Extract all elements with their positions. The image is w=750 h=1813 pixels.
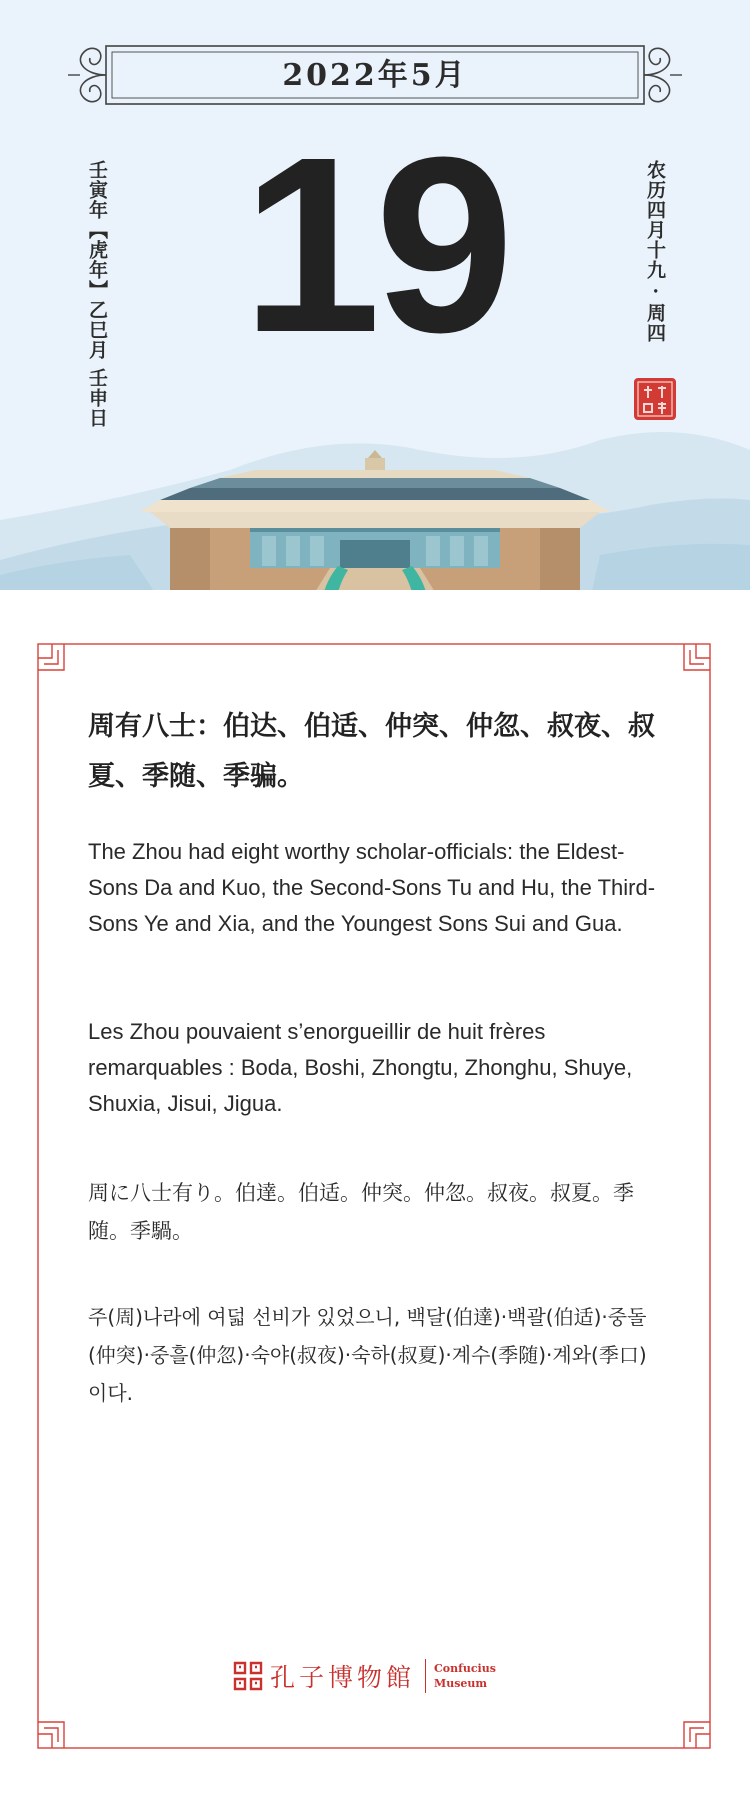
logo-english-name bbox=[434, 1661, 496, 1691]
chinese-quote: 周有八士：伯达、伯适、仲突、仲忽、叔夜、叔夏、季随、季骗。 bbox=[88, 711, 655, 792]
korean-translation: 주(周)나라에 여덟 선비가 있었으니, 백달(伯達)·백괄(伯适)·중돌(仲突)·중흘(仲忽)·숙야(叔夜)·숙하(叔夏)·계수(季随)·계와(季口)이다. bbox=[88, 1305, 647, 1405]
museum-emblem-icon bbox=[232, 1660, 264, 1692]
japanese-translation: 周に八士有り。伯達。伯适。仲突。仲忽。叔夜。叔夏。季随。季騧。 bbox=[88, 1181, 634, 1243]
year-month-title: 2022年5月 bbox=[282, 58, 468, 93]
logo-english-line2: Museum bbox=[434, 1677, 488, 1690]
lunar-date-column: 农历四月十九 · 周四 bbox=[644, 160, 666, 343]
confucius-museum-logo bbox=[232, 1652, 532, 1700]
french-translation: Les Zhou pouvaient s’enorgueillir de huit frères remarquables : Boda, Boshi, Zhongtu, Zhonghu, Shuye, Shuxia, Jisui, Jigua. bbox=[88, 1019, 633, 1116]
logo-english-line1: Confucius bbox=[434, 1662, 496, 1675]
day-number: 19 bbox=[241, 105, 509, 384]
english-translation: The Zhou had eight worthy scholar-officials: the Eldest-Sons Da and Kuo, the Second-Sons Tu and Hu, the Third-Sons Ye and Xia, and the Youngest Sons Sui and Gua. bbox=[88, 839, 656, 936]
ganzhi-column: 壬寅年【虎年】乙巳月 壬申日 bbox=[86, 160, 108, 428]
museum-calendar-seal-icon bbox=[632, 376, 678, 422]
logo-chinese-name: 孔子博物館 bbox=[270, 1663, 416, 1692]
logo-divider bbox=[425, 1659, 426, 1693]
calendar-header bbox=[0, 0, 750, 600]
